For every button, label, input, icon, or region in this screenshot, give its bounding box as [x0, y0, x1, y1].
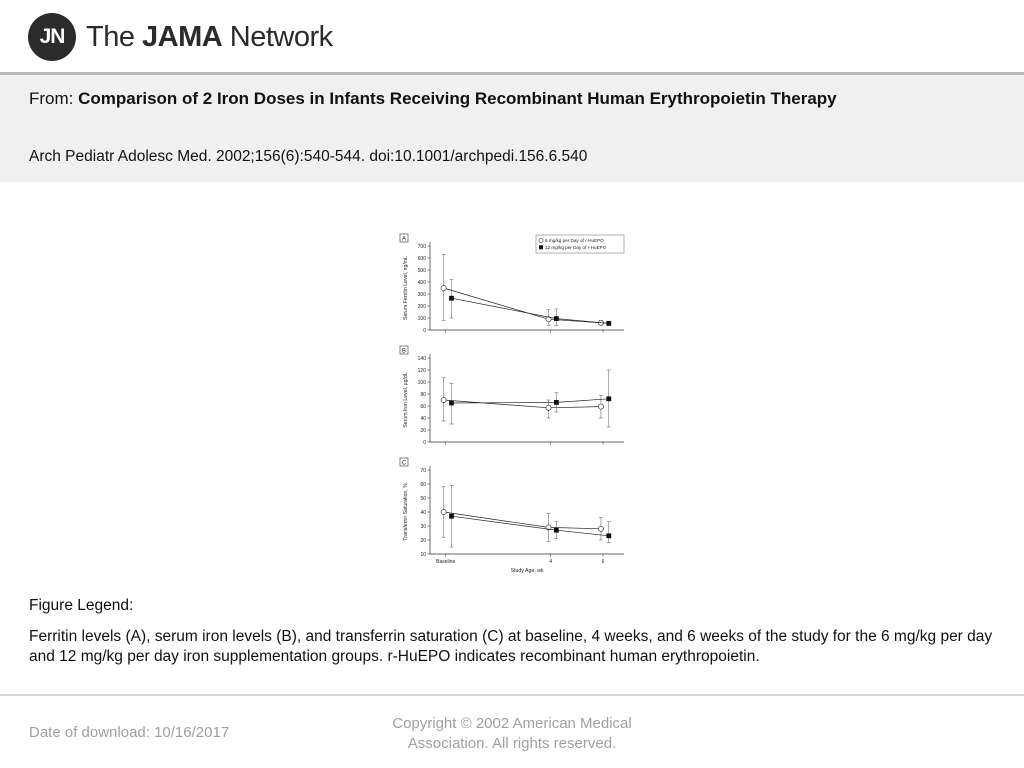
panel-b-point-filled-square [606, 396, 611, 401]
panel-a-y-tick-label: 100 [417, 315, 426, 322]
panel-b-y-tick-label: 140 [417, 355, 426, 362]
panel-b-y-tick-label: 60 [420, 403, 426, 410]
jama-network-logo[interactable] [28, 13, 333, 61]
panel-a-y-label: Serum Ferritin Level, ng/mL [403, 255, 409, 321]
panel-c-point-filled-square [449, 514, 454, 519]
panel-c-series-line [444, 512, 601, 529]
figure-legend-heading: Figure Legend: [29, 597, 134, 614]
panel-b-y-tick-label: 40 [420, 415, 426, 422]
panel-a-point-filled-square [554, 316, 559, 321]
panel-a-y-tick-label: 300 [417, 291, 426, 298]
panel-c-series-line [451, 516, 608, 536]
figure-legend-text: Ferritin levels (A), serum iron levels (B), and transferrin saturation (C) at baseline, 4 weeks, and 6 weeks of the study for the 6 mg/kg per day and 12 mg/kg per day iron supplementation groups. r-HuEPO indicates recombinant human erythropoietin. [29, 628, 993, 665]
panel-a-y-tick-label: 200 [417, 303, 426, 310]
panel-b-y-tick-label: 120 [417, 367, 426, 374]
panel-c-point-open-circle [441, 509, 446, 514]
panel-b-point-filled-square [449, 401, 454, 406]
panel-a-point-filled-square [449, 296, 454, 301]
from-label: From: [29, 89, 79, 108]
panel-c-y-tick-label: 40 [420, 509, 426, 516]
download-date: Date of download: 10/16/2017 [29, 724, 230, 741]
copyright-notice: Copyright © 2002 American Medical Association. All rights reserved. [392, 715, 632, 752]
panel-c-y-tick-label: 20 [420, 537, 426, 544]
panel-b-y-tick-label: 20 [420, 427, 426, 434]
article-title: Comparison of 2 Iron Doses in Infants Receiving Recombinant Human Erythropoietin Therapy [78, 89, 837, 108]
panel-c-x-label: Study Age, wk [510, 568, 544, 574]
panel-b-y-tick-label: 80 [420, 391, 426, 398]
panel-c-y-tick-label: 70 [420, 467, 426, 474]
panel-b-y-label: Serum Iron Level, µg/dL [403, 372, 409, 428]
panel-c-y-tick-label: 60 [420, 481, 426, 488]
panel-c-y-tick-label: 30 [420, 523, 426, 530]
legend-entry-6mg: 6 mg/kg per Day of r-HuEPO [545, 238, 604, 244]
panel-b-point-open-circle [598, 404, 603, 409]
panel-c-point-filled-square [554, 528, 559, 533]
panel-a-point-open-circle [441, 285, 446, 290]
panel-c-x-tick-label: Baseline [436, 559, 456, 565]
panel-c-x-tick-label: 4 [549, 559, 552, 565]
article-citation: Arch Pediatr Adolesc Med. 2002;156(6):540-544. doi:10.1001/archpedi.156.6.540 [29, 148, 588, 165]
panel-b-y-tick-label: 100 [417, 379, 426, 386]
panel-c-y-tick-label: 50 [420, 495, 426, 502]
jn-logo-icon: JN [28, 13, 76, 61]
panel-a-series-line [444, 288, 601, 323]
legend-entry-12mg: 12 mg/kg per Day of r-HuEPO [545, 245, 607, 251]
panel-c-y-tick-label: 10 [420, 551, 426, 558]
panel-a-y-tick-label: 0 [423, 327, 426, 334]
panel-c-point-filled-square [606, 533, 611, 538]
legend-filled-square-icon [539, 245, 543, 249]
legend-open-circle-icon [539, 239, 543, 243]
panel-c-letter: C [401, 460, 407, 467]
panel-c-x-tick-label: 6 [601, 559, 605, 565]
article-header-band [0, 72, 1024, 182]
figure-chart [388, 228, 636, 578]
panel-b-letter: B [401, 348, 407, 355]
panel-a-letter: A [401, 236, 407, 243]
panel-a-y-tick-label: 400 [417, 279, 426, 286]
panel-b-y-tick-label: 0 [423, 439, 426, 446]
panel-a-series-line [451, 298, 608, 323]
logo-wordmark: The JAMA Network [86, 20, 333, 53]
panel-b-point-filled-square [554, 400, 559, 405]
panel-c-y-label: Transferrin Saturation, % [403, 483, 409, 541]
panel-a-y-tick-label: 700 [417, 243, 426, 250]
panel-a-point-filled-square [606, 321, 611, 326]
panel-c-point-open-circle [598, 526, 603, 531]
panel-a-y-tick-label: 500 [417, 267, 426, 274]
panel-a-y-tick-label: 600 [417, 255, 426, 262]
article-title-line [29, 89, 837, 109]
panel-b-point-open-circle [441, 397, 446, 402]
panel-b-point-open-circle [546, 405, 551, 410]
footer-divider [0, 694, 1024, 696]
